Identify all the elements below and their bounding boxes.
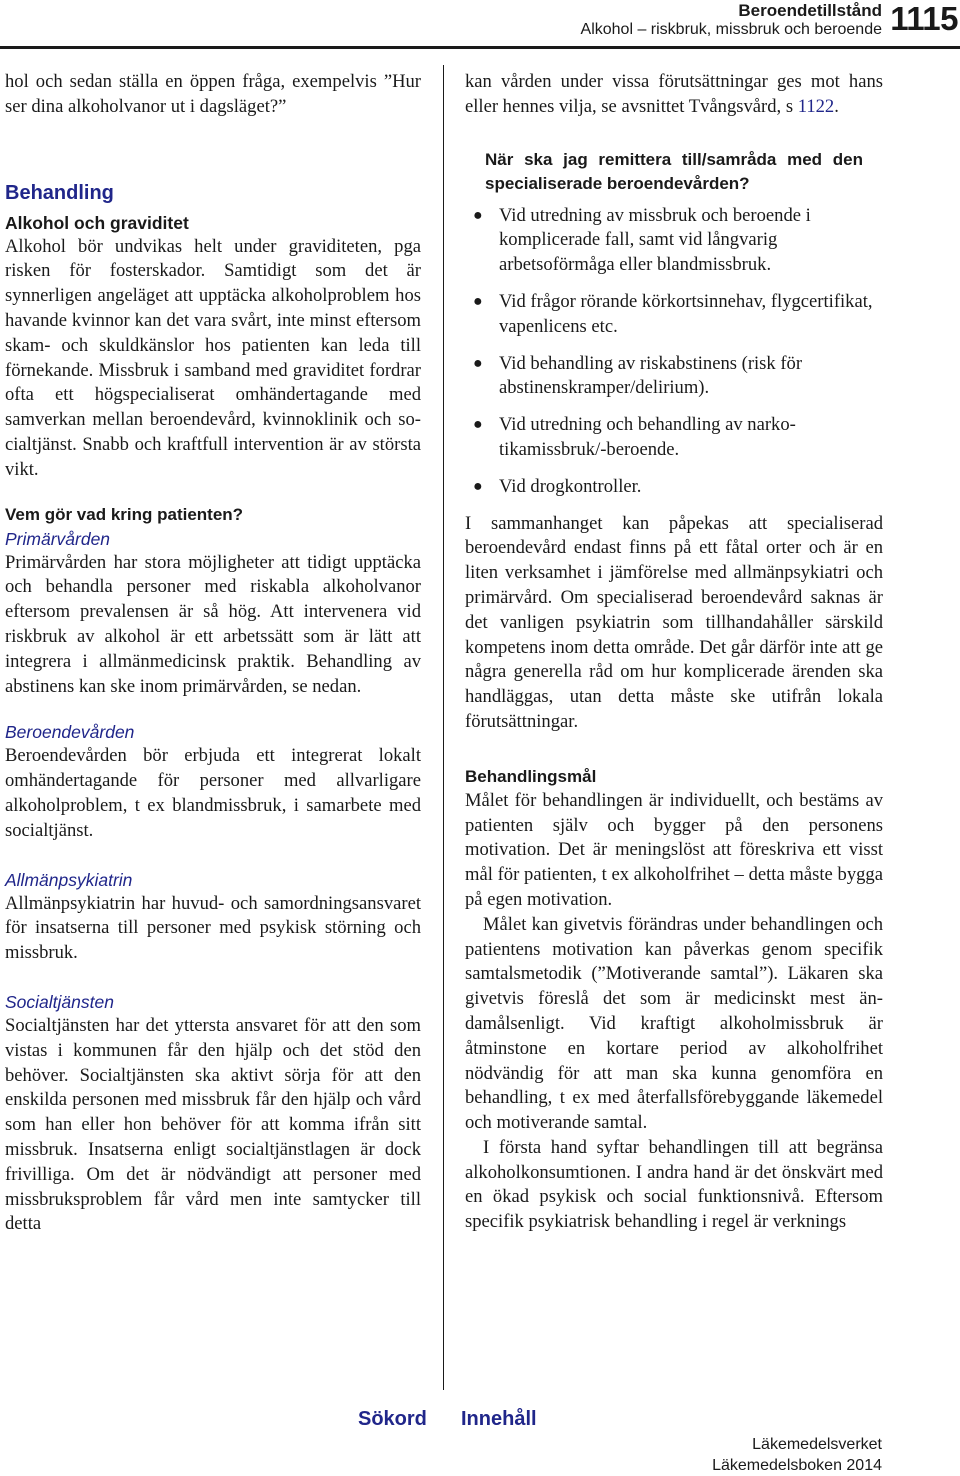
referral-list <box>465 204 883 500</box>
right-column <box>465 70 883 1235</box>
list-item <box>465 204 883 278</box>
primarvarden-paragraph: Primärvården har stora möjligheter att tidigt upptäcka och behandla personer med riskabla alkoholvanor eftersom prevalensen är så hög. Att intervenera vid riskbruk av alkohol är ett arbetssätt som är lätt att integrera i allmänmedicinsk praktik. Behandling av abstinens kan ske inom primärvården, se nedan. <box>5 551 421 697</box>
bullet-icon: ● <box>473 477 483 495</box>
tvangsvard-paragraph <box>465 70 883 120</box>
section-title: Beroendetillstånd <box>738 1 882 20</box>
nav-sokord-link[interactable]: Sökord <box>358 1408 427 1430</box>
bullet-icon: ● <box>473 206 483 224</box>
list-item <box>465 475 883 500</box>
list-item-text: Vid behandling av riskabstinens (risk för abstinenskramper/delirium). <box>499 352 803 399</box>
column-divider <box>443 65 444 1390</box>
list-item-text: Vid drogkontroller. <box>499 475 642 497</box>
heading-graviditet: Alkohol och graviditet <box>5 212 189 233</box>
heading-primarvarden: Primärvården <box>5 528 111 549</box>
list-item-text: Vid utredning av missbruk och beroende i komplicerade fall, samt vid långvarig arbetsoförmåga eller blandmissbruk. <box>499 204 811 276</box>
heading-behandling: Behandling <box>5 181 114 204</box>
bullet-icon: ● <box>473 354 483 372</box>
graviditet-paragraph: Alkohol bör undvikas helt under graviditeten, pga risken för fosterskador. Samtidigt som det är synnerligen angeläget att upptäcka alkoholproblem hos havande kvinnor kan det vara svårt, inte minst eftersom skam- och skuldkänslor hos patienten kan leda till förnekande. Missbruk i samband med graviditet fordrar ofta ett högspecialiserat omhändertagande med samverkan mellan beroendevård, kvinnoklinik och socialtjänst. Snabb och kraftfull intervention är av största vikt. <box>5 235 421 480</box>
list-item-text: Vid utredning och behandling av narkotikamissbruk/-beroende. <box>499 414 796 460</box>
tvangsvard-end: . <box>834 95 839 117</box>
page-link-1122[interactable]: 1122 <box>797 95 835 117</box>
heading-beroendevarden: Beroendevården <box>5 722 135 743</box>
bullet-icon: ● <box>473 416 483 434</box>
list-item <box>465 352 883 402</box>
heading-allmanpsykiatrin: Allmänpsykiatrin <box>5 869 133 890</box>
page-number: 1115 <box>890 0 958 37</box>
socialtjansten-paragraph: Socialtjänsten har det yttersta ansvaret för att den som vistas i kommunen får den hjälp och det stöd den behöver. Socialtjänsten ska aktivt sörja för att den enskilda personen med missbruk får den hjälp och vård som han eller hon behöver för att komma ifrån sitt missbruk. Insatserna enligt socialtjänstlagen är dock frivilliga. Om det är nödvändigt att personer med missbruksproblem får vård men inte samtycker till detta <box>5 1014 421 1235</box>
list-item-text: Vid frågor rörande körkortsinnehav, flygcertifikat, vapenlicens etc. <box>499 290 873 337</box>
allmanpsykiatrin-paragraph: Allmänpsykiatrin har huvud- och samordningsansvaret för insatserna till personer med psykisk störning och missbruk. <box>5 892 421 964</box>
mal-paragraph-1: Målet för behandlingen är individuellt, och bestäms av patienten själv och bygger på den personens motivation. Det är meningslöst att föreskriva ett visst mål för patienten, t ex alkoholfrihet – detta måste bygga på egen motivation. <box>465 789 883 910</box>
heading-socialtjansten: Socialtjänsten <box>5 991 114 1012</box>
beroendevarden-paragraph: Beroendevården bör erbjuda ett integrerat lokalt omhändertagande för personer med allvarligare alkoholproblem, t ex blandmissbruk, i samarbete med socialtjänst. <box>5 745 421 841</box>
list-item <box>465 413 883 463</box>
heading-vem-gor-vad: Vem gör vad kring patienten? <box>5 504 244 524</box>
publisher-name: Läkemedelsverket <box>752 1436 882 1453</box>
heading-remittera: När ska jag remittera till/samråda med den specialiserade beroendevården? <box>485 149 863 193</box>
bullet-icon: ● <box>473 292 483 310</box>
list-item <box>465 290 883 340</box>
left-column <box>5 70 421 1237</box>
chapter-title: Alkohol – riskbruk, missbruk och beroende <box>580 21 882 38</box>
nav-innehall-link[interactable]: Innehåll <box>461 1408 537 1430</box>
heading-behandlingsmal: Behandlingsmål <box>465 766 597 786</box>
sammanhang-paragraph: I sammanhanget kan påpekas att specialiserad beroendevård endast finns på ett fåtal orter och är en liten verksamhet i jämförelse med allmänpsykiatri och primärvård. Om specialiserad beroendevård saknas är det vanligen psykiatrin som tillhandahåller särskild kompetens inom detta område. Det går därför inte att ge några generella råd om hur komplicerade ärenden ska handläggas, utan detta måste ske utifrån lokala förutsättningar. <box>465 512 883 732</box>
header-rule <box>0 46 960 49</box>
mal-paragraph-2: Målet kan givetvis förändras under behandlingen och patientens motivation kan påverkas genom specifik samtalsmetodik (”Motiverande samtal”). Läkaren ska givetvis föreslå det som är medicinskt mest ändamålsenligt. Vid kraftigt alkoholmissbruk är åtminstone en kortare period av alkoholfrihet nödvändig för att man ska kunna genomföra en behandling, t ex med återfallsförebyggande läkemedel och motiverande samtal. <box>465 913 883 1134</box>
book-name: Läkemedelsboken 2014 <box>712 1457 882 1474</box>
intro-paragraph: hol och sedan ställa en öppen fråga, exempelvis ”Hur ser dina alkoholvanor ut i dagsläget?” <box>5 71 421 117</box>
tvangsvard-text: kan vården under vissa förutsättningar ges mot hans eller hennes vilja, se avsnittet Tvångsvård, s <box>465 71 883 117</box>
mal-paragraph-3: I första hand syftar behandlingen till att begränsa alkoholkonsumtionen. I andra hand är det önskvärt med en ökad psykisk och social funktionsnivå. Eftersom specifik psykiatrisk behandling i regel är verknings <box>465 1136 883 1233</box>
